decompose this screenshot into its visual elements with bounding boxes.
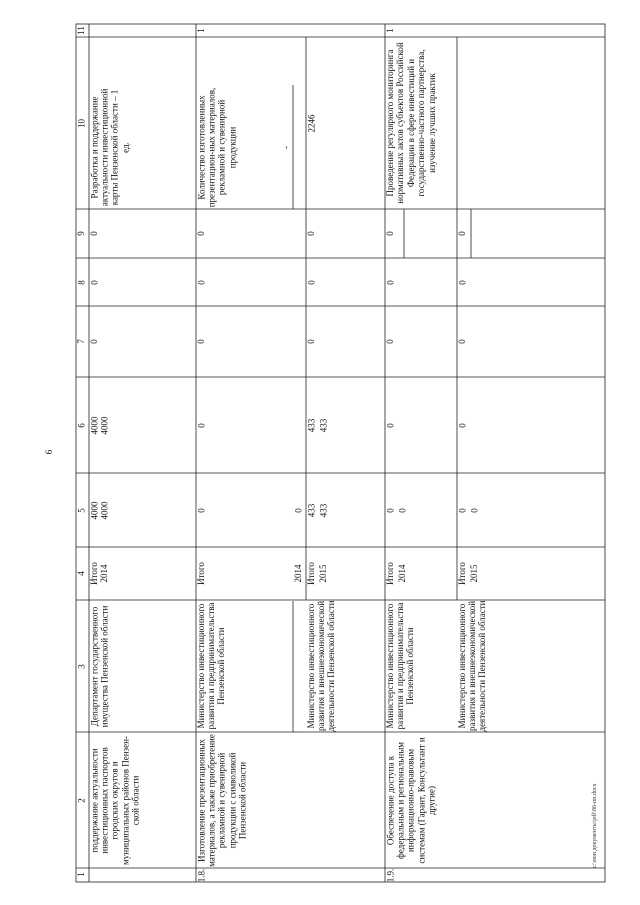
top-col5-b: 4000 (99, 501, 109, 519)
row-1-8-col6-b1: 433 (318, 418, 328, 432)
row-1-9-col5-a1: 0 (397, 507, 407, 513)
row-1-9-col8-a: 0 (385, 279, 395, 285)
page-number: 6 (44, 449, 54, 455)
row-1-8-col7-b: 0 (306, 339, 316, 344)
top-col7: 0 (89, 339, 99, 344)
row-1-9-col7-a: 0 (385, 339, 395, 344)
row-1-9-col5-a0: 0 (385, 507, 395, 513)
top-col6-a: 4000 (89, 416, 99, 434)
row-1-8-col2: Изготовление презентационных материалов, а также приобретение рекламной и сувенирной продукции с символикой Пензенской области (196, 733, 247, 867)
top-col9: 0 (89, 231, 99, 236)
row-1-8-col10-value: 2246 (306, 114, 316, 132)
row-1-8-col8-b: 0 (306, 279, 316, 285)
row-1-9-col5-b1: 0 (469, 507, 479, 513)
row-1-8-col9-b: 0 (306, 231, 316, 236)
column-number-2: 2 (76, 797, 86, 803)
column-number-7: 7 (76, 339, 86, 344)
row-1-8-col4-itogo-a: Итого (196, 562, 206, 585)
top-col2-text: поддержание актуальности инвестиционных паспортов городских округов и муниципальных районов Пензен-ской области (89, 735, 140, 865)
top-col10: Разработка и поддержание актуальности инвестиционной карты Пензенской области – 1 ед. (89, 88, 130, 206)
row-1-9-col4-year-b: 2015 (469, 564, 479, 583)
row-1-9-number: 1.9. (385, 868, 395, 882)
column-number-4: 4 (76, 571, 86, 576)
column-number-10: 10 (76, 118, 86, 128)
row-1-9-col4-year-a: 2014 (397, 564, 407, 583)
row-1-8-col4-year-a: 2014 (293, 564, 303, 583)
row-1-9-col7-b: 0 (457, 339, 467, 344)
row-1-8-number: 1.8. (196, 868, 206, 882)
row-1-9-col6-b: 0 (457, 422, 467, 428)
row-1-8-col3-a: Министерство инвестиционного развития и предпринимательства Пензенской области (196, 602, 227, 730)
row-1-9-col3-a: Министерство инвестиционного развития и предпринимательства Пензенской области (385, 602, 416, 730)
row-1-8-col4-year-b: 2015 (318, 564, 328, 583)
top-col5-a: 4000 (89, 501, 99, 519)
column-number-9: 9 (76, 231, 86, 236)
row-1-9-col9-b: 0 (457, 231, 467, 236)
top-col4-year: 2014 (99, 564, 109, 583)
row-1-8-col11: 1 (196, 28, 206, 33)
row-1-8-col3-b: Министерство инвестиционного развития и внешнеэкономической деятельности Пензенской области (306, 600, 337, 732)
top-col4-itogo: Итого (89, 562, 99, 585)
row-1-8-col8-a: 0 (196, 279, 206, 285)
column-number-11: 11 (76, 26, 86, 35)
row-1-8-col7-a: 0 (196, 339, 206, 344)
row-1-8-col5-a0: 0 (196, 507, 206, 513)
top-col3-text: Департамент государственного имущества Пензенской области (89, 605, 110, 727)
row-1-8-col4-itogo-b: Итого (306, 562, 316, 585)
row-1-8-col10: Количество изготовленных презентацион-ных материалов, рекламной и сувенирной продукции (196, 87, 237, 207)
row-1-9-col6-a: 0 (385, 422, 395, 428)
row-1-9-col3-b: Министерство инвестиционного развития и внешнеэкономической деятельности Пензенской области (457, 600, 488, 732)
row-1-8-col5-b1: 433 (318, 503, 328, 517)
row-1-9-col11: 1 (385, 28, 395, 33)
row-1-8-col6-b0: 433 (306, 418, 316, 432)
column-number-1: 1 (76, 872, 86, 877)
row-1-9-col4-itogo-b: Итого (457, 562, 467, 585)
row-1-8-col5-a1: 0 (293, 507, 303, 513)
row-1-9-col8-b: 0 (457, 279, 467, 285)
row-1-9-col4-itogo-a: Итого (385, 562, 395, 585)
row-1-8-col10-dash: - (280, 145, 290, 149)
column-number-3: 3 (76, 663, 86, 669)
top-col8: 0 (89, 279, 99, 285)
column-number-8: 8 (76, 279, 86, 285)
row-1-9-col5-b0: 0 (457, 507, 467, 513)
row-1-9-col2: Обеспечение доступа к федеральным и региональным информационно-правовым системам (Гарант, Консультант и другие) (385, 736, 436, 864)
row-1-8-col6-a: 0 (196, 422, 206, 428)
column-number-5: 5 (76, 507, 86, 513)
row-1-9-col9-a: 0 (385, 231, 395, 236)
top-col6-b: 4000 (99, 416, 109, 434)
column-number-6: 6 (76, 422, 86, 428)
row-1-8-col9-a: 0 (196, 231, 206, 236)
row-1-9-col10: Проведение регулярного мониторинга нормативных актов субъектов Российской Федерации в сфере инвестиций и государственно-частного партнерства, изучение лучших практик (385, 42, 437, 204)
footer-file-path: c:\мои документы\pdf\86-пп.docx (592, 783, 598, 868)
row-1-8-col5-b0: 433 (306, 503, 316, 517)
